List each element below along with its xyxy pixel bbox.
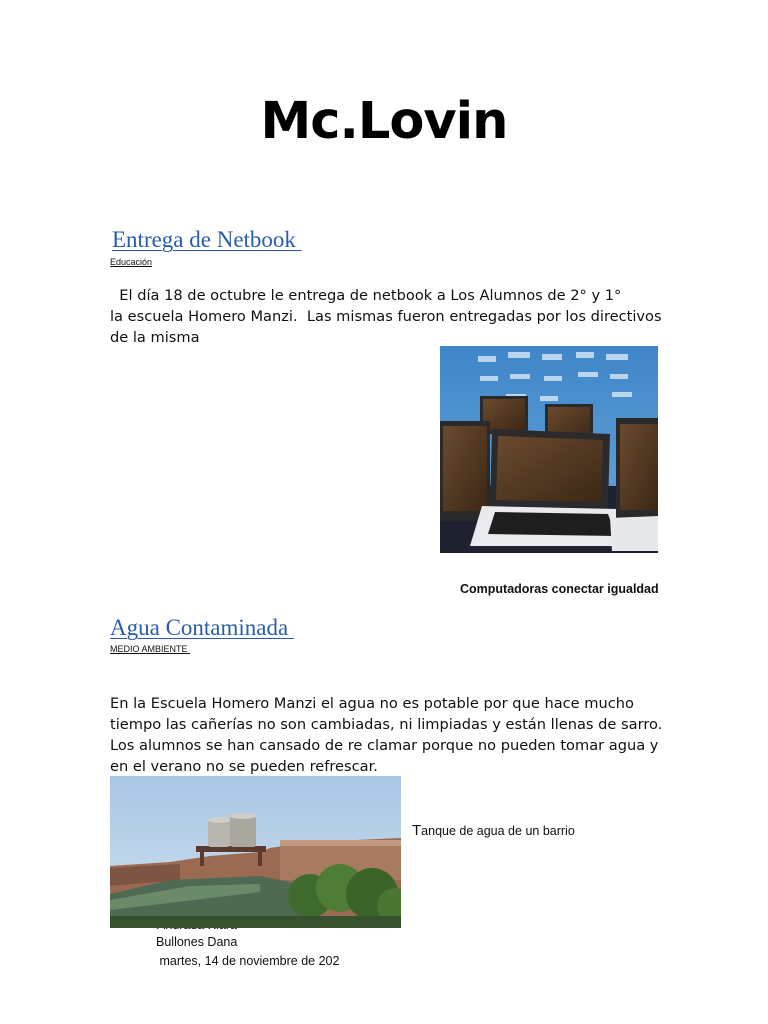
article-water-paragraph [110,693,710,777]
document-date: martes, 14 de noviembre de 202 [156,954,340,968]
paragraph-line: En la Escuela Homero Manzi el agua no es potable por que hace mucho [110,695,634,712]
page-title: Mc.Lovin [260,92,508,151]
article-netbook-category[interactable]: Educación [110,257,153,267]
article-netbook-heading[interactable]: Entrega de Netbook [112,227,302,252]
author-name: Bullones Dana [156,935,238,949]
paragraph-line: la escuela Homero Manzi. Las mismas fueron entregadas por los directivos [110,308,662,325]
paragraph-line: Los alumnos se han cansado de re clamar porque no pueden tomar agua y [110,737,659,754]
water-tank-photo [110,776,401,928]
caption-initial: T [412,822,422,839]
paragraph-line: tiempo las cañerías no son cambiadas, ni limpiadas y están llenas de sarro. [110,716,663,733]
paragraph-line: de la misma [110,329,200,346]
caption-rest: anque de agua de un barrio [421,824,575,838]
article-netbook-paragraph [110,285,710,348]
laptops-photo-icon [440,346,658,553]
laptops-photo [440,346,658,553]
paragraph-line: El día 18 de octubre le entrega de netbook a Los Alumnos de 2° y 1° [110,287,622,304]
laptops-photo-caption: Computadoras conectar igualdad [460,582,659,596]
paragraph-line: en el verano no se pueden refrescar. [110,758,378,775]
article-water-category[interactable]: MEDIO AMBIENTE [110,644,191,654]
article-water-heading[interactable]: Agua Contaminada [110,615,294,640]
water-tank-photo-icon [110,776,401,928]
water-tank-photo-caption [412,822,575,839]
